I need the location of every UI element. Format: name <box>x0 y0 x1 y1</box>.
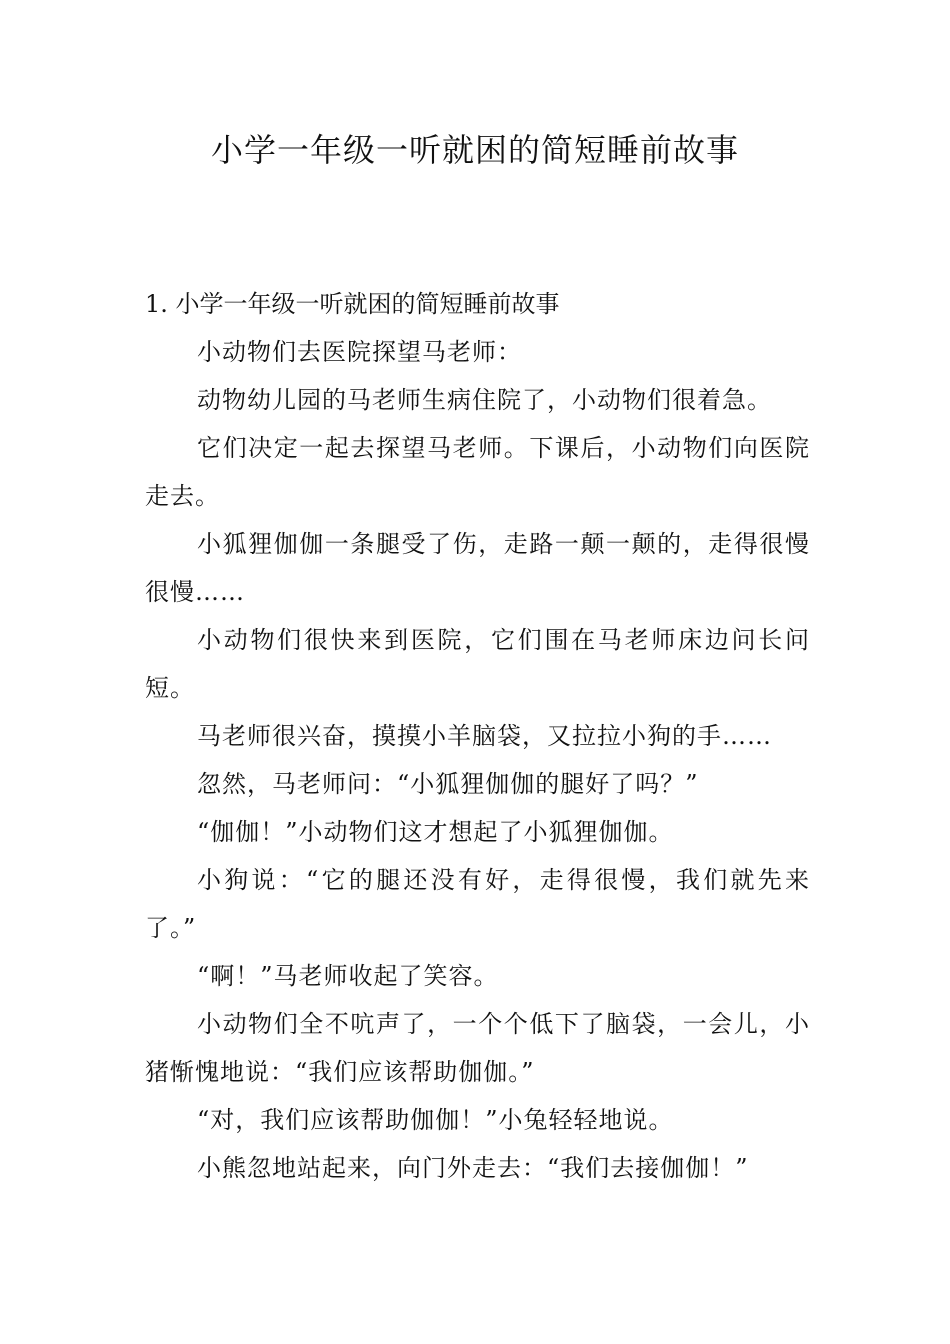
paragraph: 它们决定一起去探望马老师。下课后，小动物们向医院走去。 <box>145 434 810 510</box>
paragraph: “啊！”马老师收起了笑容。 <box>197 962 499 990</box>
document-title: 小学一年级一听就困的简短睡前故事 <box>210 131 739 169</box>
paragraph: 忽然，马老师问：“小狐狸伽伽的腿好了吗？” <box>197 770 699 798</box>
paragraph: 小狐狸伽伽一条腿受了伤，走路一颠一颠的，走得很慢很慢…… <box>145 530 810 606</box>
paragraph: 小动物们全不吭声了，一个个低下了脑袋，一会儿，小猪惭愧地说：“我们应该帮助伽伽。” <box>145 1010 810 1086</box>
section-heading: 1. 小学一年级一听就困的简短睡前故事 <box>145 290 560 318</box>
paragraph: 小动物们很快来到医院，它们围在马老师床边问长问短。 <box>145 626 810 702</box>
paragraph: “伽伽！”小动物们这才想起了小狐狸伽伽。 <box>197 818 674 846</box>
paragraph: 小动物们去医院探望马老师： <box>197 338 522 366</box>
paragraph: 马老师很兴奋，摸摸小羊脑袋，又拉拉小狗的手…… <box>197 722 772 750</box>
paragraph: 小熊忽地站起来，向门外走去：“我们去接伽伽！” <box>197 1154 749 1182</box>
paragraph: 小狗说：“它的腿还没有好，走得很慢，我们就先来了。” <box>145 866 810 942</box>
document-body <box>145 280 810 1192</box>
paragraph: 动物幼儿园的马老师生病住院了，小动物们很着急。 <box>197 386 772 414</box>
paragraph: “对，我们应该帮助伽伽！”小兔轻轻地说。 <box>197 1106 674 1134</box>
